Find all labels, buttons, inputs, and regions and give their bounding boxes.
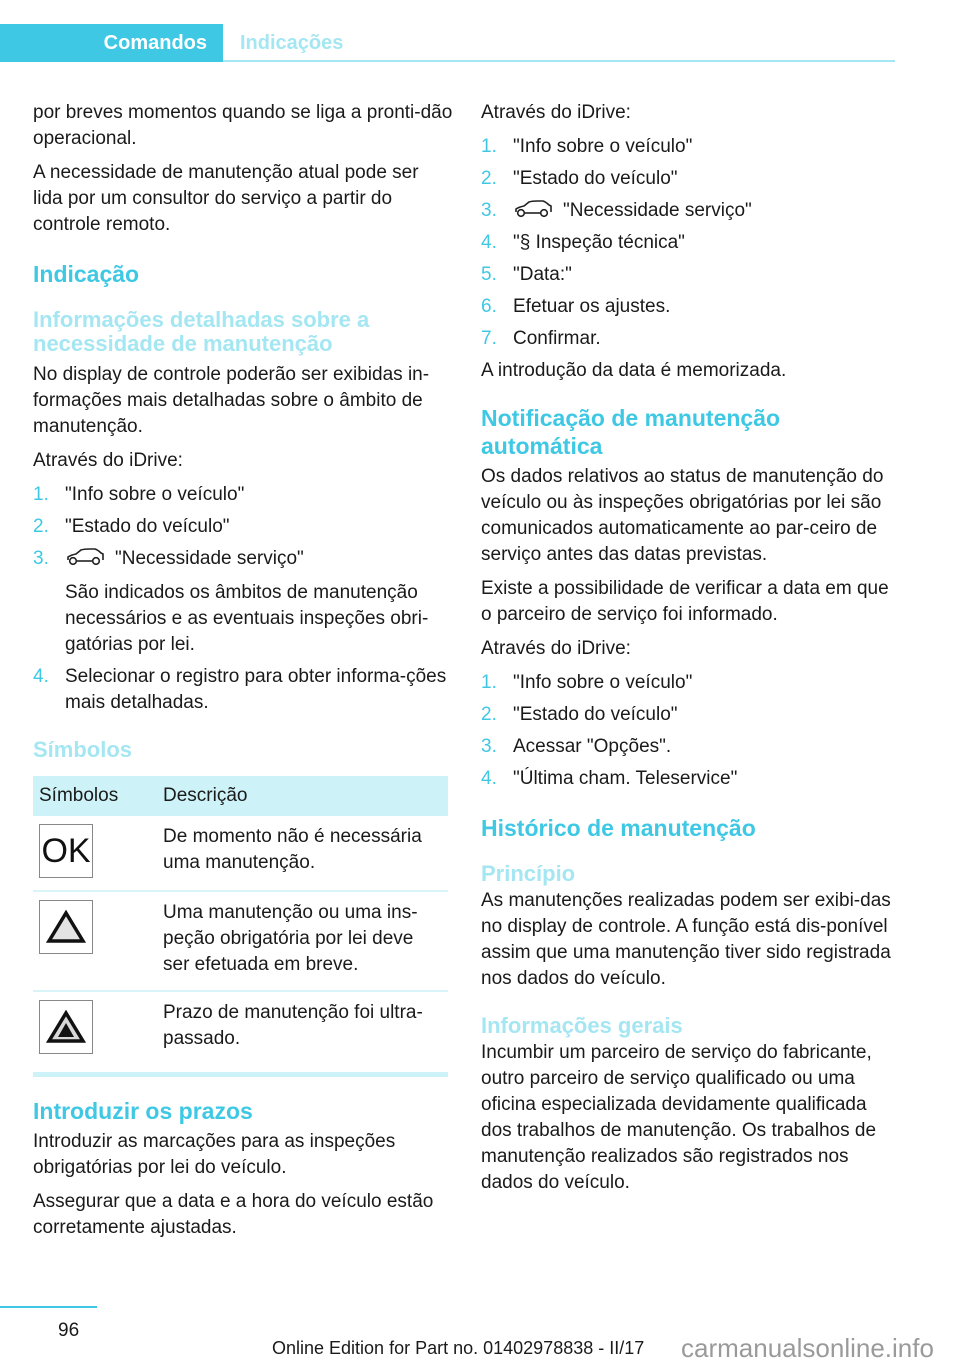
step-text: "Última cham. Teleservice" bbox=[513, 768, 738, 789]
section-heading: Notificação de manutenção automática bbox=[481, 405, 781, 459]
paragraph: Os dados relativos ao status de manutenção do veículo ou às inspeções obrigatórias por lei são comunicados automaticamente ao par-ceiro de serviço antes das datas previstas. bbox=[481, 466, 884, 565]
subsection-heading: Informações gerais bbox=[481, 1013, 683, 1038]
step-text: "Estado do veículo" bbox=[513, 168, 678, 189]
step-text: "Estado do veículo" bbox=[65, 516, 230, 537]
list-item bbox=[481, 734, 901, 760]
list-item bbox=[33, 514, 453, 540]
step-number: 2. bbox=[33, 516, 49, 537]
symbol-description: Uma manutenção ou uma ins-peção obrigatória por lei deve ser efetuada em breve. bbox=[157, 891, 448, 991]
page-number: 96 bbox=[58, 1320, 80, 1341]
list-item bbox=[481, 230, 901, 256]
step-number: 4. bbox=[33, 666, 49, 687]
list-item bbox=[481, 294, 901, 320]
list-item bbox=[481, 702, 901, 728]
idrive-steps bbox=[481, 670, 901, 792]
table-header-row bbox=[33, 776, 448, 816]
step-number: 1. bbox=[481, 672, 497, 693]
step-text: "Data:" bbox=[513, 264, 572, 285]
car-icon bbox=[513, 200, 553, 218]
step-number: 7. bbox=[481, 328, 497, 349]
paragraph: Através do iDrive: bbox=[33, 450, 183, 471]
header-divider bbox=[223, 60, 895, 62]
step-text: "§ Inspeção técnica" bbox=[513, 232, 685, 253]
list-item bbox=[481, 134, 901, 160]
left-column bbox=[33, 100, 453, 1249]
section-heading: Histórico de manutenção bbox=[481, 815, 756, 841]
section-heading: Introduzir os prazos bbox=[33, 1098, 253, 1124]
tab-comandos[interactable] bbox=[0, 24, 223, 62]
paragraph: No display de controle poderão ser exibidas in-formações mais detalhadas sobre o âmbito de manutenção. bbox=[33, 364, 430, 437]
column-header: Descrição bbox=[157, 776, 448, 816]
step-number: 4. bbox=[481, 768, 497, 789]
paragraph: A introdução da data é memorizada. bbox=[481, 360, 787, 381]
tab-label: Indicações bbox=[240, 31, 344, 54]
paragraph: Através do iDrive: bbox=[481, 102, 631, 123]
list-item bbox=[481, 166, 901, 192]
step-text: "Info sobre o veículo" bbox=[513, 136, 693, 157]
step-text: "Necessidade serviço" bbox=[115, 548, 304, 569]
idrive-steps bbox=[33, 482, 453, 716]
step-text: Confirmar. bbox=[513, 328, 601, 349]
step-number: 3. bbox=[481, 200, 497, 221]
step-number: 2. bbox=[481, 704, 497, 725]
ok-icon bbox=[39, 824, 93, 878]
list-item bbox=[481, 198, 901, 224]
section-heading: Indicação bbox=[33, 261, 140, 287]
step-text: Efetuar os ajustes. bbox=[513, 296, 671, 317]
step-number: 4. bbox=[481, 232, 497, 253]
step-text: Selecionar o registro para obter informa-ções mais detalhadas. bbox=[65, 666, 447, 713]
list-item bbox=[481, 326, 901, 352]
symbols-table bbox=[33, 776, 448, 1077]
step-text: "Info sobre o veículo" bbox=[65, 484, 245, 505]
paragraph: A necessidade de manutenção atual pode ser lida por um consultor do serviço a partir do controle remoto. bbox=[33, 162, 419, 235]
step-text: "Info sobre o veículo" bbox=[513, 672, 693, 693]
idrive-steps bbox=[481, 134, 901, 352]
list-item bbox=[481, 262, 901, 288]
symbol-description: Prazo de manutenção foi ultra-passado. bbox=[157, 991, 448, 1075]
footer-divider bbox=[0, 1306, 97, 1308]
subsection-heading: Princípio bbox=[481, 861, 576, 886]
list-item bbox=[33, 546, 453, 658]
tab-label: Comandos bbox=[103, 31, 207, 54]
paragraph: Introduzir as marcações para as inspeções obrigatórias por lei do veículo. bbox=[33, 1131, 396, 1178]
paragraph: As manutenções realizadas podem ser exibi-das no display de controle. A função está dis-ponível assim que uma manutenção tiver sido registrada nos dados do veículo. bbox=[481, 890, 891, 989]
step-number: 1. bbox=[33, 484, 49, 505]
paragraph: por breves momentos quando se liga a pronti-dão operacional. bbox=[33, 102, 453, 149]
subsection-heading: Símbolos bbox=[33, 737, 133, 762]
watermark[interactable]: carmanualsonline.info bbox=[681, 1333, 934, 1363]
step-number: 5. bbox=[481, 264, 497, 285]
step-number: 1. bbox=[481, 136, 497, 157]
paragraph: Existe a possibilidade de verificar a data em que o parceiro de serviço foi informado. bbox=[481, 578, 889, 625]
step-note: São indicados os âmbitos de manutenção necessários e as eventuais inspeções obri-gatórias por lei. bbox=[65, 582, 429, 655]
overdue-triangle-icon bbox=[39, 1000, 93, 1054]
tab-indicacoes[interactable] bbox=[240, 24, 343, 62]
list-item bbox=[33, 482, 453, 508]
step-number: 2. bbox=[481, 168, 497, 189]
table-row bbox=[33, 891, 448, 991]
list-item bbox=[481, 670, 901, 696]
car-icon bbox=[65, 548, 105, 566]
column-header: Símbolos bbox=[33, 776, 157, 816]
paragraph: Através do iDrive: bbox=[481, 638, 631, 659]
step-number: 3. bbox=[33, 548, 49, 569]
chapter-header bbox=[0, 24, 895, 62]
paragraph: Incumbir um parceiro de serviço do fabricante, outro parceiro de serviço qualificado ou uma oficina especializada devidamente qualificada dos trabalhos de manutenção. Os trabalhos de manutenção realizados são registrados nos dados do veículo. bbox=[481, 1042, 877, 1193]
step-text: "Necessidade serviço" bbox=[563, 200, 752, 221]
subsection-heading: Informações detalhadas sobre a necessidade de manutenção bbox=[33, 307, 370, 356]
table-row bbox=[33, 816, 448, 891]
step-text: Acessar "Opções". bbox=[513, 736, 672, 757]
list-item bbox=[481, 766, 901, 792]
warning-triangle-icon bbox=[39, 900, 93, 954]
step-text: "Estado do veículo" bbox=[513, 704, 678, 725]
table-row bbox=[33, 991, 448, 1075]
edition-note: Online Edition for Part no. 01402978838 - II/17 bbox=[272, 1338, 645, 1358]
step-number: 3. bbox=[481, 736, 497, 757]
step-number: 6. bbox=[481, 296, 497, 317]
ok-label: OK bbox=[41, 832, 91, 870]
symbol-description: De momento não é necessária uma manutenção. bbox=[157, 816, 448, 891]
list-item bbox=[33, 664, 453, 716]
right-column bbox=[481, 100, 901, 1204]
paragraph: Assegurar que a data e a hora do veículo estão corretamente ajustadas. bbox=[33, 1191, 434, 1238]
